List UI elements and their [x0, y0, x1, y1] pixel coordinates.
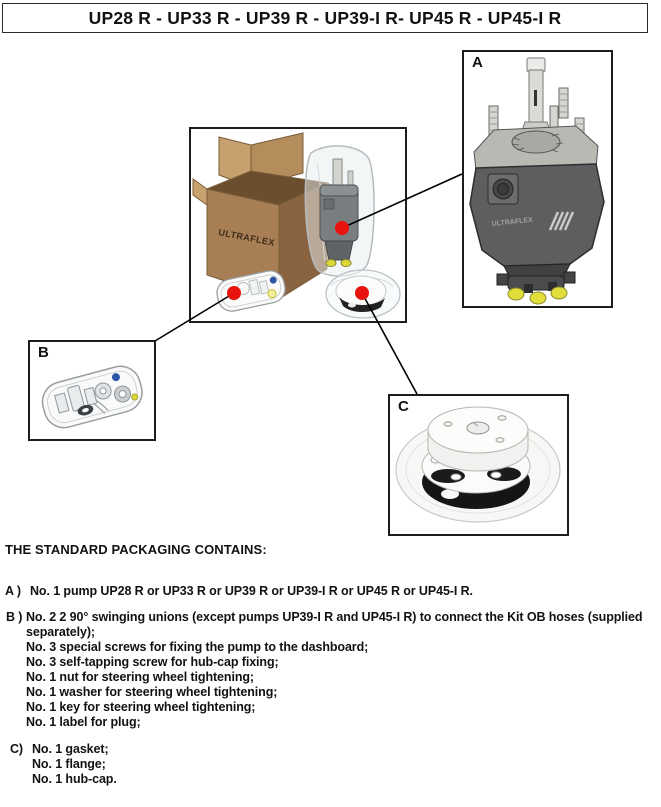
- content-line: separately);: [26, 625, 95, 639]
- content-item-a-label: A ): [5, 584, 21, 598]
- content-line: No. 1 washer for steering wheel tightening;: [26, 685, 278, 699]
- content-item-b-label: B ): [6, 610, 23, 624]
- content-line: No. 2 2 90° swinging unions (except pumps UP39-I R and UP45-I R) to connect the Kit OB hoses (supplied: [26, 610, 643, 624]
- packaging-illustration: [191, 129, 405, 321]
- content-item-c: [5, 742, 657, 787]
- contents-section: [5, 542, 657, 787]
- content-line: No. 1 gasket;: [32, 742, 109, 756]
- content-line: No. 1 flange;: [32, 757, 106, 771]
- content-line: No. 1 key for steering wheel tightening;: [26, 700, 256, 714]
- hub-cap-kit-illustration: [390, 396, 567, 534]
- contents-heading: THE STANDARD PACKAGING CONTAINS:: [5, 542, 267, 557]
- content-line: No. 1 pump UP28 R or UP33 R or UP39 R or UP39-I R or UP45 R or UP45-I R.: [30, 584, 473, 598]
- page-title: UP28 R - UP33 R - UP39 R - UP39-I R- UP45 R - UP45-I R: [88, 7, 562, 28]
- content-line: No. 3 self-tapping screw for hub-cap fixing;: [26, 655, 279, 669]
- detail-box-a: [462, 50, 613, 308]
- title-bar: [2, 3, 648, 33]
- wrapped-pump-illustration: [305, 146, 374, 276]
- detail-box-c: [388, 394, 569, 536]
- content-item-c-label: C): [10, 742, 23, 756]
- pump-illustration: [464, 52, 611, 306]
- carton-brand-text: ULTRAFLEX: [217, 227, 276, 248]
- content-item-b: [5, 610, 657, 730]
- content-line: No. 3 special screws for fixing the pump to the dashboard;: [26, 640, 369, 654]
- content-item-a: [5, 584, 657, 599]
- content-line: No. 1 nut for steering wheel tightening;: [26, 670, 254, 684]
- pump-brand-text: ULTRAFLEX: [491, 216, 534, 228]
- content-line: No. 1 label for plug;: [26, 715, 141, 729]
- wrapped-hub-cap-illustration: [326, 270, 400, 318]
- detail-box-b: [28, 340, 156, 441]
- detail-box-a-label: A: [472, 54, 483, 71]
- detail-box-c-label: C: [398, 398, 409, 415]
- packaging-overview-box: [189, 127, 407, 323]
- hub-cap-illustration: [428, 407, 528, 471]
- detail-box-b-label: B: [38, 344, 49, 361]
- content-line: No. 1 hub-cap.: [32, 772, 117, 786]
